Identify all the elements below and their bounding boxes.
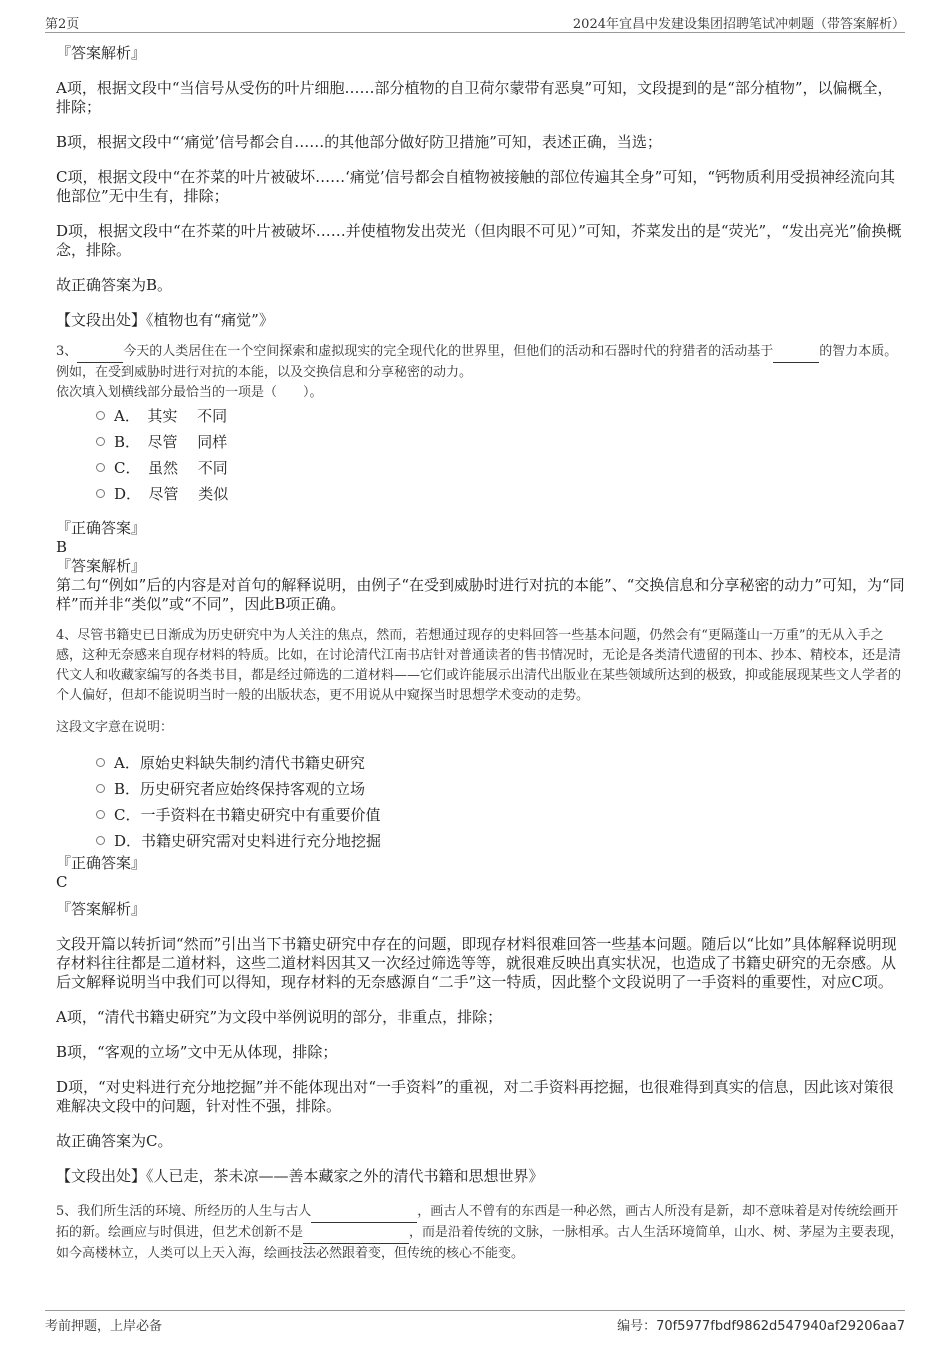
q2-analysis-d: D项，根据文段中“在芥菜的叶片被破坏……并使植物发出荧光（但肉眼不可见）”可知，芥菜发出的是“荧光”，“发出亮光”偷换概念，排除。 <box>56 222 902 259</box>
radio-icon[interactable] <box>96 437 105 446</box>
q4-option-c[interactable]: C．一手资料在书籍史研究中有重要价值 <box>56 802 905 828</box>
q4-option-d[interactable]: D．书籍史研究需对史料进行充分地挖掘 <box>56 828 905 854</box>
q4-option-b[interactable]: B．历史研究者应始终保持客观的立场 <box>56 776 905 802</box>
document-id: 编号：70f5977fbdf9862d547940af29206aa7 <box>617 1319 905 1334</box>
q2-analysis-a: A项，根据文段中“当信号从受伤的叶片细胞……部分植物的自卫荷尔蒙带有恶臭”可知，文段提到的是“部分植物”，以偏概全，排除； <box>56 79 893 116</box>
q2-analysis-c: C项，根据文段中“在芥菜的叶片被破坏……‘痛觉’信号都会自植物被接触的部位传遍其全身”可知，“钙物质利用受损神经流向其他部位”无中生有，排除； <box>56 168 896 205</box>
page-footer <box>45 1310 905 1335</box>
q4-answer-label: 『正确答案』 <box>56 854 147 872</box>
q3-answer: B <box>56 538 68 556</box>
q3-option-b[interactable]: B． 尽管 同样 <box>56 429 905 455</box>
q4-option-a[interactable]: A．原始史料缺失制约清代书籍史研究 <box>56 750 905 776</box>
q3-option-a[interactable]: A． 其实 不同 <box>56 403 905 429</box>
q3-stem: 3、 今天的人类居住在一个空间探索和虚拟现实的完全现代化的世界里，但他们的活动和石器时代的狩猎者的活动基于 的智力本质。例如，在受到威胁时进行对抗的本能，以及交换信息和分享秘密的动力。 <box>56 344 898 380</box>
radio-icon[interactable] <box>96 836 105 845</box>
q4-analysis-b: B项，“客观的立场”文中无从体现，排除； <box>56 1043 338 1061</box>
q4-conclusion: 故正确答案为C。 <box>56 1132 173 1150</box>
q3-option-d[interactable]: D． 尽管 类似 <box>56 481 905 507</box>
q3-blank <box>77 342 123 363</box>
footer-slogan: 考前押题，上岸必备 <box>45 1319 163 1334</box>
page-number: 第2页 <box>45 17 80 32</box>
q2-analysis-b: B项，根据文段中“‘痛觉’信号都会自……的其他部分做好防卫措施”可知，表述正确，当选； <box>56 133 662 151</box>
q4-analysis-d: D项，“对史料进行充分地挖掘”并不能体现出对“一手资料”的重视，对二手资料再挖掘，也很难得到真实的信息，因此该对策很难解决文段中的问题，针对性不强，排除。 <box>56 1078 894 1115</box>
q4-analysis-a: A项，“清代书籍史研究”为文段中举例说明的部分，非重点，排除； <box>56 1008 503 1026</box>
q5-stem: 5、我们所生活的环境、所经历的人生与古人 ，画古人不曾有的东西是一种必然，画古人所没有是新，却不意味着是对传统绘画开拓的新。绘画应与时俱进，但艺术创新不是 ，而是沿着传统的文脉，一脉相承。古人生活环境简单，山水、树、茅屋为主要表现，如今高楼林立，人类可以上天入海，绘画技法必然跟着变，但传统的核心不能变。 <box>56 1204 904 1261</box>
radio-icon[interactable] <box>96 758 105 767</box>
q5-blank-1 <box>311 1202 417 1223</box>
q3-blank-2 <box>773 342 819 363</box>
q4-stem: 4、尽管书籍史已日渐成为历史研究中为人关注的焦点，然而，若想通过现存的史料回答一些基本问题，仍然会有“更隔蓬山一万重”的无从入手之感，这种无奈感来自现存材料的特质。比如，在讨论清代江南书店针对普通读者的售书情况时，无论是各类清代遗留的刊本、抄本、精校本，还是清代文人和收藏家编写的各类书目，都是经过筛选的二道材料——它们或许能展示出清代出版业在某些领域所达到的极致，抑或能展现某些文人学者的个人偏好，但却不能说明当时一般的出版状态，更不用说从中窥探当时思想学术变动的走势。 <box>56 628 902 703</box>
q4-answer: C <box>56 873 68 891</box>
q4-source: 【文段出处】《人已走，茶未凉——善本藏家之外的清代书籍和思想世界》 <box>56 1167 544 1185</box>
radio-icon[interactable] <box>96 463 105 472</box>
radio-icon[interactable] <box>96 411 105 420</box>
q2-conclusion: 故正确答案为B。 <box>56 276 173 294</box>
q4-prompt: 这段文字意在说明： <box>56 720 174 735</box>
q3-analysis: 第二句“例如”后的内容是对首句的解释说明，由例子“在受到威胁时进行对抗的本能”、“交换信息和分享秘密的动力”可知，为“同样”而并非“类似”或“不同”，因此B项正确。 <box>56 576 905 613</box>
q3-prompt: 依次填入划横线部分最恰当的一项是（ ）。 <box>56 385 323 400</box>
q4-analysis: 文段开篇以转折词“然而”引出当下书籍史研究中存在的问题，即现存材料很难回答一些基本问题。随后以“比如”具体解释说明现存材料往往都是二道材料，这些二道材料因其又一次经过筛选等等，就很难反映出真实状况，也造成了书籍史研究的无奈感。从后文解释说明当中我们可以得知，现存材料的无奈感源自“二手”这一特质，因此整个文段说明了一手资料的重要性，对应C项。 <box>56 935 897 991</box>
q2-analysis-label: 『答案解析』 <box>56 44 147 62</box>
page-content <box>56 44 905 1264</box>
q4-analysis-label: 『答案解析』 <box>56 900 147 918</box>
radio-icon[interactable] <box>96 810 105 819</box>
q5-blank-2 <box>303 1223 409 1244</box>
q3-option-c[interactable]: C． 虽然 不同 <box>56 455 905 481</box>
q3-answer-label: 『正确答案』 <box>56 519 147 537</box>
radio-icon[interactable] <box>96 784 105 793</box>
q2-source: 【文段出处】《植物也有“痛觉”》 <box>56 311 274 329</box>
page-header <box>45 10 905 33</box>
radio-icon[interactable] <box>96 489 105 498</box>
q3-analysis-label: 『答案解析』 <box>56 557 147 575</box>
document-title: 2024年宜昌中发建设集团招聘笔试冲刺题（带答案解析） <box>572 17 905 32</box>
